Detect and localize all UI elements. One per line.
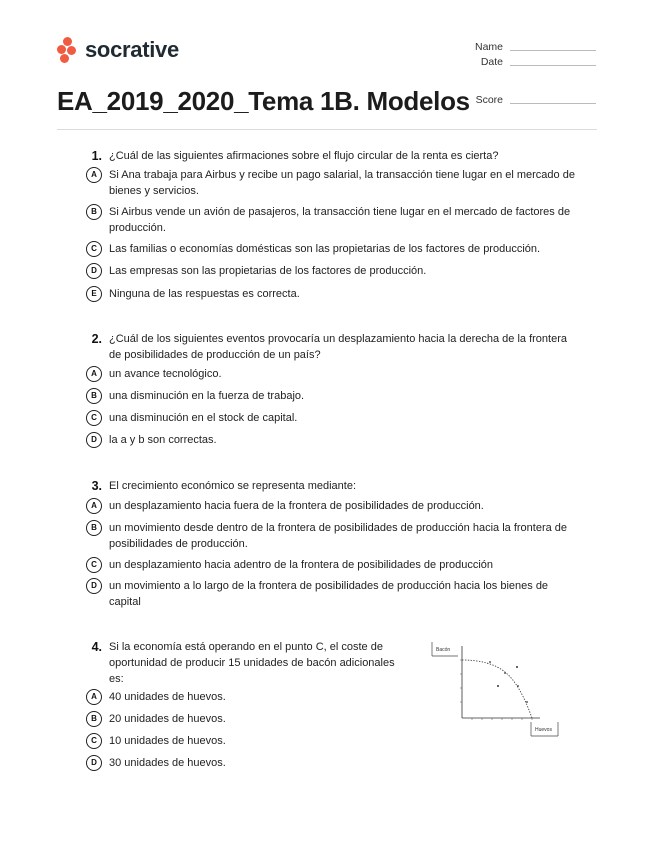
curve-point [526,701,528,703]
option-letter-badge[interactable]: C [86,241,102,257]
option-text: Las empresas son las propietarias de los factores de producción. [109,265,427,277]
option-letter-badge[interactable]: A [86,498,102,514]
option-letter-badge[interactable]: D [86,263,102,279]
option-letter-badge[interactable]: B [86,204,102,220]
date-field-line[interactable] [510,65,596,66]
option-text: 40 unidades de huevos. [109,691,226,703]
option-letter-badge[interactable]: C [86,557,102,573]
curve-point [517,685,519,687]
ppf-curve [462,660,532,718]
option-letter-badge[interactable]: B [86,388,102,404]
name-field-line[interactable] [510,50,596,51]
point-d [516,666,518,668]
option-letter-badge[interactable]: A [86,366,102,382]
question-text: Si la economía está operando en el punto C, el coste de [109,641,383,653]
option-text: la a y b son correctas. [109,434,217,446]
question-text: es: [109,673,124,685]
ppf-graph [430,640,562,738]
y-axis-label: Bacón [436,647,451,653]
option-text: un movimiento desde dentro de la frontera de posibilidades de producción hacia la frontera de [109,522,568,534]
option-letter-badge[interactable]: C [86,733,102,749]
option-text: Si Airbus vende un avión de pasajeros, la transacción tiene lugar en el mercado de factores de [109,206,571,218]
question-number: 1. [91,149,102,163]
question-text: oportunidad de producir 15 unidades de bacón adicionales [109,657,395,669]
option-letter-badge[interactable]: D [86,755,102,771]
question-text: El crecimiento económico se representa mediante: [109,480,357,492]
question-number: 2. [91,332,102,346]
option-letter-badge[interactable]: C [86,410,102,426]
option-text: 30 unidades de huevos. [109,757,226,769]
socrative-logo-mark [57,37,79,63]
option-text: Las familias o economías domésticas son las propietarias de los factores de producción. [109,243,541,255]
question-text: de posibilidades de producción de un país? [109,349,321,361]
question-text: ¿Cuál de las siguientes afirmaciones sobre el flujo circular de la renta es cierta? [109,150,499,162]
socrative-logo [57,37,179,63]
option-text: un movimiento a lo largo de la frontera de posibilidades de producción hacia los bienes de [109,580,549,592]
score-field-line[interactable] [510,103,596,104]
option-text: Ninguna de las respuestas es correcta. [109,288,300,300]
option-text: Si Ana trabaja para Airbus y recibe un pago salarial, la transacción tiene lugar en el mercado de [109,169,575,181]
option-letter-badge[interactable]: B [86,520,102,536]
option-letter-badge[interactable]: E [86,286,102,302]
score-label: Score [475,94,503,106]
curve-point [489,661,491,663]
page-title: EA_2019_2020_Tema 1B. Modelos [57,86,470,116]
option-text: un avance tecnológico. [109,368,222,380]
brand-name: socrative [85,37,179,62]
option-text: una disminución en el stock de capital. [109,412,298,424]
option-text: 20 unidades de huevos. [109,713,226,725]
option-letter-badge[interactable]: A [86,167,102,183]
header-divider [57,129,597,130]
question-text: ¿Cuál de los siguientes eventos provocaría un desplazamiento hacia la derecha de la frontera [109,333,567,345]
question-number: 4. [91,640,102,654]
option-letter-badge[interactable]: A [86,689,102,705]
option-letter-badge[interactable]: D [86,432,102,448]
option-text: bienes y servicios. [109,185,199,197]
option-text: 10 unidades de huevos. [109,735,226,747]
point-c [497,685,499,687]
curve-point [504,672,506,674]
option-text: un desplazamiento hacia fuera de la frontera de posibilidades de producción. [109,500,484,512]
name-label: Name [474,41,503,53]
option-letter-badge[interactable]: B [86,711,102,727]
x-axis-label: Huevos [535,727,552,733]
option-text: un desplazamiento hacia adentro de la frontera de posibilidades de producción [109,559,494,571]
option-letter-badge[interactable]: D [86,578,102,594]
option-text: posibilidades de producción. [109,538,248,550]
option-text: capital [109,596,141,608]
date-label: Date [480,56,503,68]
option-text: una disminución en la fuerza de trabajo. [109,390,305,402]
option-text: producción. [109,222,166,234]
question-number: 3. [91,479,102,493]
